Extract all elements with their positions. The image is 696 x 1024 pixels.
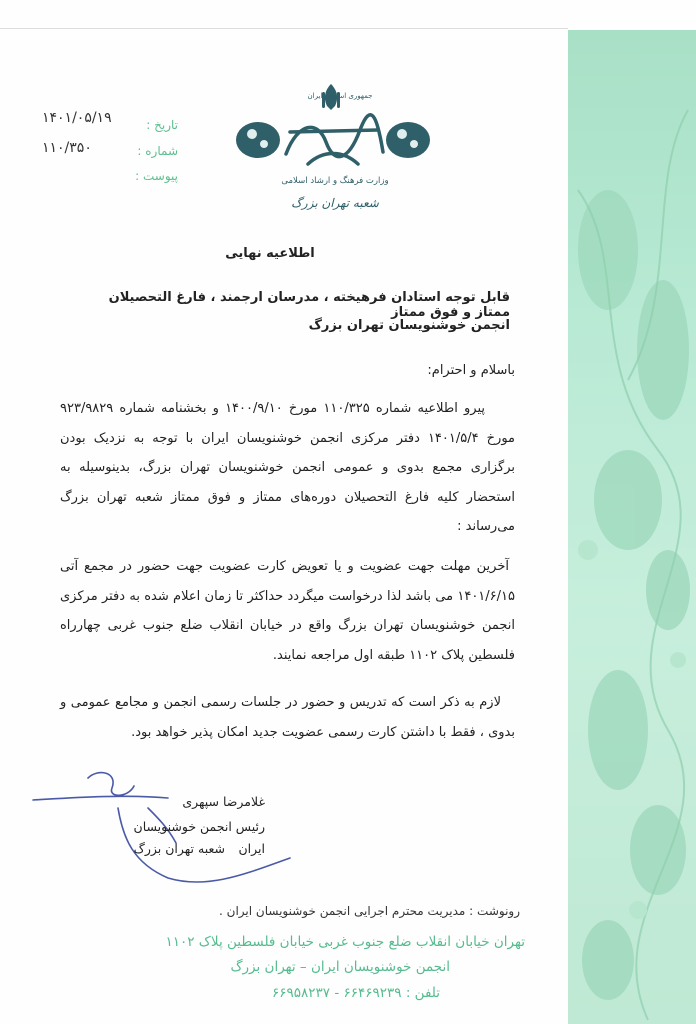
address-line-2: انجمن خوشنویسان تهران بزرگ xyxy=(308,318,510,333)
footer-address: تهران خیابان انقلاب ضلع جنوب غربی خیابان فلسطین پلاک ۱۱۰۲ xyxy=(165,934,525,950)
carbon-copy: رونوشت : مدیریت محترم اجرایی انجمن خوشنویسان ایران . xyxy=(219,904,520,918)
footer-organization: انجمن خوشنویسان ایران – تهران بزرگ xyxy=(230,959,450,975)
date-label: تاریخ : xyxy=(146,118,178,132)
paragraph-2: آخرین مهلت جهت عضویت و یا تعویض کارت عضویت جهت حضور در مجمع آتی ۱۴۰۱/۶/۱۵ می باشد لذا درخواست میگردد حداکثر تا زمان اعلام شده به دفتر مرکزی انجمن خوشنویسان تهران بزرگ واقع در خیابان انقلاب ضلع جنوب غربی چهارراه فلسطین پلاک ۱۱۰۲ طبقه اول مراجعه نمایند. xyxy=(60,559,515,663)
signatory-name: غلامرضا سپهری xyxy=(182,794,265,809)
letter-title: اطلاعیه نهایی xyxy=(225,246,315,261)
number-label: شماره : xyxy=(137,144,178,158)
logo-branch-text: شعبه تهران بزرگ xyxy=(291,196,379,210)
logo-republic-text: جمهوری اسلامی ایران xyxy=(307,92,373,100)
logo-ministry-text: وزارت فرهنگ و ارشاد اسلامی xyxy=(281,176,389,186)
top-rule xyxy=(0,28,568,29)
attachment-label: پیوست : xyxy=(135,169,178,183)
address-line-1: قابل توجه استادان فرهیخته ، مدرسان ارجمند ، فارغ التحصیلان ممتاز و فوق ممتاز xyxy=(108,290,510,320)
signatory-position: رئیس انجمن خوشنویسان ایران xyxy=(133,819,265,856)
number-value: ۱۱۰/۳۵۰ xyxy=(42,140,92,156)
date-value: ۱۴۰۱/۰۵/۱۹ xyxy=(42,110,112,126)
greeting: باسلام و احترام: xyxy=(427,363,515,378)
footer-phone: تلفن : ۶۶۴۶۹۲۳۹ - ۶۶۹۵۸۲۳۷ xyxy=(272,985,440,1001)
decorative-floral-band xyxy=(568,30,696,1024)
paragraph-1: پیرو اطلاعیه شماره ۱۱۰/۳۲۵ مورخ ۱۴۰۰/۹/۱۰ و بخشنامه شماره ۹۲۳/۹۸۲۹ مورخ ۱۴۰۱/۵/۴ دفتر مرکزی انجمن خوشنویسان ایران با توجه به نزدیک بودن برگزاری مجمع بدوی و عمومی انجمن خوشنویسان تهران بزرگ، بدینوسیله به استحضار کلیه فارغ التحصیلان دوره‌های ممتاز و فوق ممتاز شعبه تهران بزرگ می‌رساند : xyxy=(60,401,515,534)
signatory-branch: شعبه تهران بزرگ xyxy=(133,841,225,856)
paragraph-3: لازم به ذکر است که تدریس و حضور در جلسات رسمی انجمن و مجامع عمومی و بدوی ، فقط با داشتن کارت رسمی عضویت جدید امکان پذیر خواهد بود. xyxy=(60,695,515,740)
